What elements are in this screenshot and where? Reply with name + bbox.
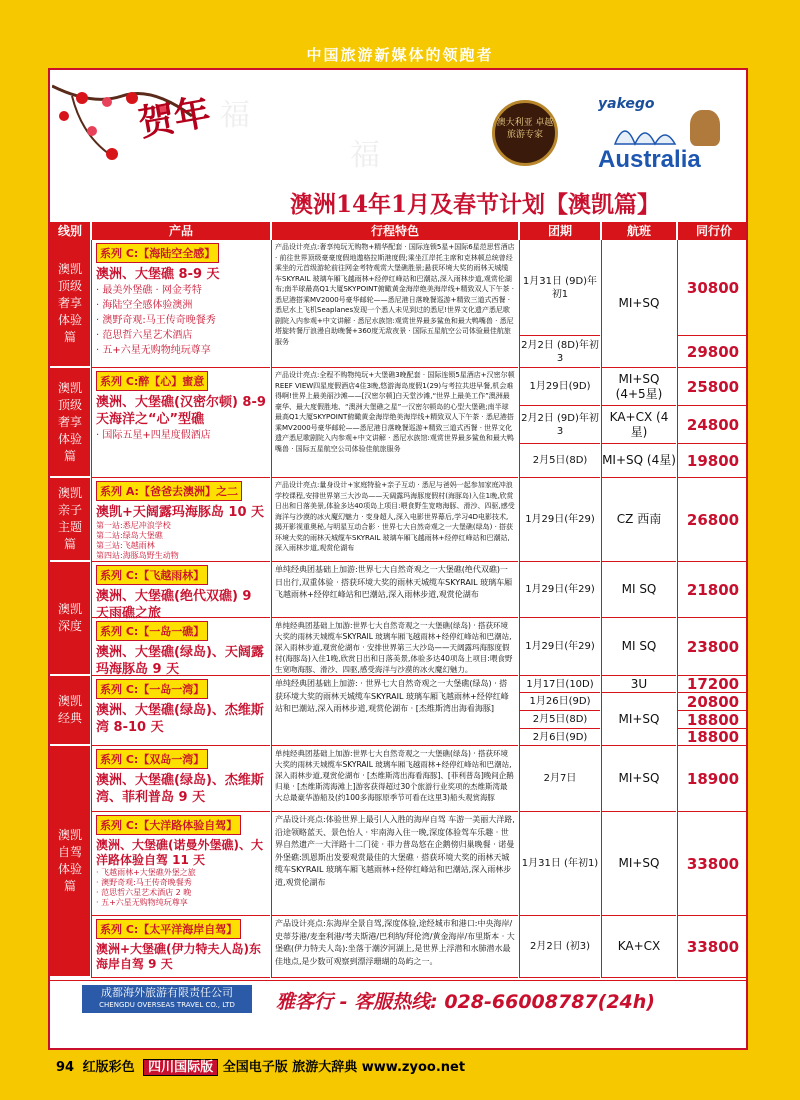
bottom-bar: [56, 1056, 516, 1076]
feature-text: 产品设计亮点:量身设计+家庭特验+亲子互动 · 悉尼与爸妈一起参加家庭冲浪学校课程,安排世界第三大沙岛——天阔露玛海豚度假村(海豚岛)入住1晚,欣赏日出和日落美景,体验多达40项岛上项目:喂食野生宽吻海豚、滑沙、四驱,感受海洋与沙漠的冰火魔幻魅力 · 变身超人,深入电影世界幕后,学习4D电影技术,揭开影视重奥秘,与明星互动合影 · 世界七大自然奇观之一大堡礁(绿岛) · 搭获环境大奖的雨林天城缆车SKYRAIL 玻璃车厢飞越雨林+经停红峰站和巴潮站,深入雨林步道,观赏伦湖布: [272, 478, 518, 562]
hotline: 雅客行 - 客服热线: 028-66008787(24h): [276, 991, 655, 1013]
col-header-price: 同行价: [678, 222, 748, 240]
series-tag: 系列 C:【飞越雨林】: [96, 565, 208, 585]
product-cell: [92, 562, 270, 621]
departure-date: 2月5日(8D): [520, 711, 600, 729]
flight: MI+SQ (4+5星): [602, 368, 676, 406]
feature-text: 单纯经典团基础上加游: · 世界七大自然奇观之一大堡礁(绿岛) · 搭获环境大奖的雨林天城缆车SKYRAIL 玻璃车厢飞越雨林+经停红峰站和巴潮站,深入雨林步道,观赏伦湖布 · [杰维斯湾出海看海豚]: [272, 676, 518, 746]
site-url[interactable]: www.zyoo.net: [361, 1060, 466, 1075]
price: 18800: [678, 729, 748, 746]
bullet: · 范思哲六星艺术酒店 2 晚: [96, 888, 192, 897]
watermark: 福: [350, 138, 380, 173]
flight: MI+SQ: [602, 693, 676, 746]
bullet: · 飞越雨林+大堡礁外堡之旅: [96, 868, 196, 877]
slogan: 中国旅游新媒体的领跑者: [306, 46, 494, 64]
departure-date: 1月29日(年29): [520, 478, 600, 562]
flyer-footer: [50, 980, 748, 1018]
series-tag: 系列 C:【太平洋海岸自驾】: [96, 919, 241, 939]
product-cell: [92, 676, 270, 746]
departure-date: 2月2日 (9D)年初3: [520, 406, 600, 444]
bullet: · 五+六星无购物纯玩尊享: [96, 898, 188, 907]
route-title: 澳洲、大堡礁(汉密尔顿) 8-9 天海洋之“心”型礁: [96, 395, 266, 427]
watermark: 福: [220, 98, 250, 133]
route-title: 澳洲、大堡礁(绿岛)、杰维斯湾 8-10 天: [96, 703, 264, 735]
bullet: · 海陆空全感体验澳洲: [96, 300, 193, 311]
route-title: 澳洲、大堡礁(绿岛)、杰维斯湾、菲利普岛 9 天: [96, 773, 264, 805]
departure-date: 1月26日(9D): [520, 693, 600, 711]
departure-date: 1月31日 (年初1): [520, 812, 600, 916]
feature-text: 产品设计亮点:奢享纯玩无购物+精华配套 · 国际连锁5星+国际6星范思哲酒店 · 前往世界顶级豪豪度假地遨格拉斯港度假;乘坐江岸托主席和克林顿总统曾经乘坐的元首级游轮前往网金考特观赏大堡礁胜景;悬获环境大奖的雨林天城缆车SKYRAIL 玻璃车厢飞越雨林+经停红峰站和巴潮站,深入雨林步道,观赏伦湖布;南半球最高Q1大厦SKYPOINT俯瞰黄金海岸绝美海岸线+精致双人下午茶 · 悉尼港搭乘MV2000号豪华邮轮——悉尼港日落晚餐巡游+精致三道式西餐 · 悉尼水上飞机Seaplanes发现一个悉人未见到过的悉尼!世界文化遗产悉尼歌剧院入内参观+中文讲解 · 悉尼水族馆:观赏世界最多鲨鱼和最大鸭嘴兽 · 悉尼塔旋转餐厅浪漫自助晚餐+360度无敌夜景 · 国际五星航空公司体验最佳航旅服务: [272, 240, 518, 368]
group-label: 澳凯亲子主题篇: [50, 478, 90, 562]
bullet: · 澳野奇观:马王传奇晚餐秀: [96, 878, 192, 887]
product-cell: [92, 618, 270, 676]
group-label: 澳凯深度: [50, 562, 90, 676]
company-name: 成都海外旅游有限责任公司: [101, 986, 233, 999]
col-header-line: 线别: [50, 222, 90, 240]
feature-text: 单纯经典团基础上加游:世界七大自然奇观之一大堡礁(绿岛) · 搭获环境大奖的雨林天城缆车SKYRAIL 玻璃车厢飞越雨林+经停红峰站和巴潮站,深入雨林步道,观赏伦湖布 · 安排世界第三大沙岛——天阔露玛海豚度假村(海豚岛)入住1晚,欣赏日出和日落美景,体验多达40项岛上项目:喂食野生宽吻海豚、滑沙、四驱,感受海洋与沙漠的冰火魔幻魅力。: [272, 618, 518, 676]
departure-date: 2月2日 (8D)年初3: [520, 336, 600, 368]
bullet: · 澳野奇观:马王传奇晚餐秀: [96, 315, 216, 326]
series-tag: 系列 C:【一岛一礁】: [96, 621, 208, 641]
col-header-flight: 航班: [602, 222, 676, 240]
route-title: 澳洲、大堡礁 8-9 天: [96, 267, 220, 282]
edition-tag: 四川国际版: [143, 1059, 218, 1076]
price: 29800: [678, 336, 748, 368]
brand-logo: yakego: [598, 96, 655, 112]
flight: KA+CX: [602, 916, 676, 978]
series-tag: 系列 C:【大洋路体验自驾】: [96, 815, 241, 835]
route-title: 澳洲、大堡礁(诺曼外堡礁)、大洋路体验自驾 11 天: [96, 838, 263, 867]
price: 18900: [678, 746, 748, 812]
price: 33800: [678, 812, 748, 916]
price: 26800: [678, 478, 748, 562]
edition-desc: 全国电子版 旅游大辞典: [222, 1060, 358, 1075]
route-title: 澳洲、大堡礁(绿岛)、天阔露玛海豚岛 9 天: [96, 645, 264, 677]
product-cell: [92, 812, 270, 916]
series-tag: 系列 C:醉【心】蜜意: [96, 371, 208, 391]
flyer-page: [48, 68, 748, 1050]
price: 24800: [678, 406, 748, 444]
company-name-en: CHENGDU OVERSEAS TRAVEL CO., LTD: [99, 1001, 235, 1009]
feature-text: 产品设计亮点:体验世界上最引人入胜的海岸自驾 车游一美丽大洋路,沿途领略蓝天、景色怡人 · 牢南海入住一晚,深度体验驾车乐趣 · 世界自然遗产一大洋路十二门徒 · 菲力普岛悠在企鹅傍归巢晚餐 · 诺曼外堡礁:凯恩斯出发要观赏最佳的大堡礁 · 搭获环境大奖的雨林天城缆车SKYRAIL 玻璃车厢飞越雨林+经停红峰站和巴潮站,深入雨林步道,观赏伦湖布: [272, 812, 518, 916]
departure-date: 2月6日(9D): [520, 729, 600, 746]
price: 18800: [678, 711, 748, 729]
flyer-header: [50, 70, 748, 220]
price: 20800: [678, 693, 748, 711]
series-tag: 系列 A:【爸爸去澳洲】之二: [96, 481, 242, 501]
price: 33800: [678, 916, 748, 978]
feature-text: 单纯经典团基础上加游:世界七大自然奇观之一大堡礁(绿岛) · 搭获环境大奖的雨林天城缆车SKYRAIL 玻璃车厢飞越雨林+经停红峰站和巴潮站,深入雨林步道,观赏伦湖布 · [杰维斯湾出海看海豚]、[菲利普岛]晚间企鹅归巢 · [杰维斯湾海滩上]游客获得超过30个旅游行业奖项的杰维斯湾最大总最豪华游船及(约100多海豚原季节可看在这里3)船头观赏海豚: [272, 746, 518, 812]
feature-text: 产品设计亮点:全程不购物纯玩+大堡礁3晚配套 · 国际连锁5星酒店+汉密尔顿REEF VIEW四星度假酒店4住3晚,悠游海岛度假1(29)与考拉共进早餐,机会难得啊!世界上最美丽沙滩——[汉密尔顿]白天堂沙滩,“世界上最美工作”澳洲最豪华、最大度假胜地、“澳洲大堡礁之星”一汉密尔顿岛的心型大堡礁;南半球最高Q1大厦SKYPOINT俯瞰黄金海岸绝美海岸线+精致双人下午茶 · 悉尼港搭乘MV2000号豪华邮轮——悉尼港日落晚餐巡游+精致三道式西餐 · 世界文化遗产悉尼歌剧院入内参观+中文讲解 · 悉尼水族馆:观赏世界最多鲨鱼和最大鸭嘴兽 · 国际五星航空公司体验佳航旅服务: [272, 368, 518, 478]
flight: CZ 西南: [602, 478, 676, 562]
bullet: 第一站:悉尼冲浪学校: [96, 521, 171, 530]
feature-text: 产品设计亮点:东海岸全景自驾,深度体验,途经城市和港口:中央海岸/史蒂芬港/麦奎利港/考夫斯港/巴利纳/拜伦湾/黄金海岸/布里斯本 · 大堡礁(伊力特夫人岛):坐落于潮汐河湖上,是世界上浮潜和水肺潜水最佳地点,是少数可观察到漂浮珊瑚的岛屿之一。: [272, 916, 518, 978]
departure-date: 1月29日(9D): [520, 368, 600, 406]
departure-date: 2月7日: [520, 746, 600, 812]
bullet: 第二站:绿岛大堡礁: [96, 531, 163, 540]
color-label: 红版彩色: [82, 1060, 135, 1075]
company-logo: [82, 985, 252, 1013]
departure-date: 1月29日(年29): [520, 562, 600, 618]
price: 30800: [678, 240, 748, 336]
price: 19800: [678, 444, 748, 478]
page-number: 94: [56, 1060, 75, 1075]
series-tag: 系列 C:【双岛一湾】: [96, 749, 208, 769]
product-cell: [92, 478, 270, 562]
product-cell: [92, 368, 270, 478]
product-cell: [92, 916, 270, 978]
australia-logo: Australia: [598, 146, 701, 173]
kangaroo-icon: [690, 110, 720, 146]
series-tag: 系列 C:【一岛一湾】: [96, 679, 208, 699]
flight: 3U: [602, 676, 676, 693]
flight: KA+CX (4星): [602, 406, 676, 444]
group-label: 澳凯顶级奢享体验篇: [50, 240, 90, 368]
col-header-features: 行程特色: [272, 222, 518, 240]
greeting-calligraphy: 贺年: [135, 91, 214, 145]
feature-text: 单纯经典团基础上加游:世界七大自然奇观之一大堡礁(绝代双礁)一日出行,双重体验 · 搭获环境大奖的雨林天城缆车SKYRAIL 玻璃车厢飞越雨林+经停红峰站和巴潮站,深入雨林步道,观赏伦湖布: [272, 562, 518, 618]
expert-badge: 澳大利亚 卓越 旅游专家: [492, 100, 558, 166]
page-title: 澳洲14年1月及春节计划【澳凯篇】: [290, 191, 661, 218]
departure-date: 1月29日(年29): [520, 618, 600, 676]
flight: MI+SQ: [602, 240, 676, 368]
bullet: · 五+六星无购物纯玩尊享: [96, 345, 211, 356]
product-cell: [92, 746, 270, 812]
group-label: 澳凯顶级奢享体验篇: [50, 368, 90, 478]
departure-date: 1月31日 (9D)年初1: [520, 240, 600, 336]
flight: MI+SQ: [602, 812, 676, 916]
flight: MI+SQ (4星): [602, 444, 676, 478]
departure-date: 1月17日(10D): [520, 676, 600, 693]
price: 25800: [678, 368, 748, 406]
series-tag: 系列 C:【海陆空全感】: [96, 243, 219, 263]
opera-house-icon: [610, 116, 680, 146]
bullet: · 国际五星+四星度假酒店: [96, 430, 211, 441]
route-title: 澳凯+天阔露玛海豚岛 10 天: [96, 505, 265, 520]
flight: MI SQ: [602, 562, 676, 618]
group-label: 澳凯自驾体验篇: [50, 746, 90, 978]
price: 17200: [678, 676, 748, 693]
bullet: 第三站:飞越雨林: [96, 541, 155, 550]
flight: MI SQ: [602, 618, 676, 676]
route-title: 澳洲+大堡礁(伊力特夫人岛)东海岸自驾 9 天: [96, 942, 262, 971]
price: 21800: [678, 562, 748, 618]
flight: MI+SQ: [602, 746, 676, 812]
bullet: · 最美外堡礁 · 网金考特: [96, 285, 202, 296]
bullet: 第四站:海豚岛野生动物: [96, 551, 179, 560]
departure-date: 2月5日(8D): [520, 444, 600, 478]
col-header-product: 产品: [92, 222, 270, 240]
group-label: 澳凯经典: [50, 676, 90, 746]
departure-date: 2月2日 (初3): [520, 916, 600, 978]
price: 23800: [678, 618, 748, 676]
route-title: 澳洲、大堡礁(绝代双礁) 9 天雨礁之旅: [96, 589, 252, 621]
bullet: · 范思哲六星艺术酒店: [96, 330, 193, 341]
col-header-departure: 团期: [520, 222, 600, 240]
product-cell: [92, 240, 270, 368]
